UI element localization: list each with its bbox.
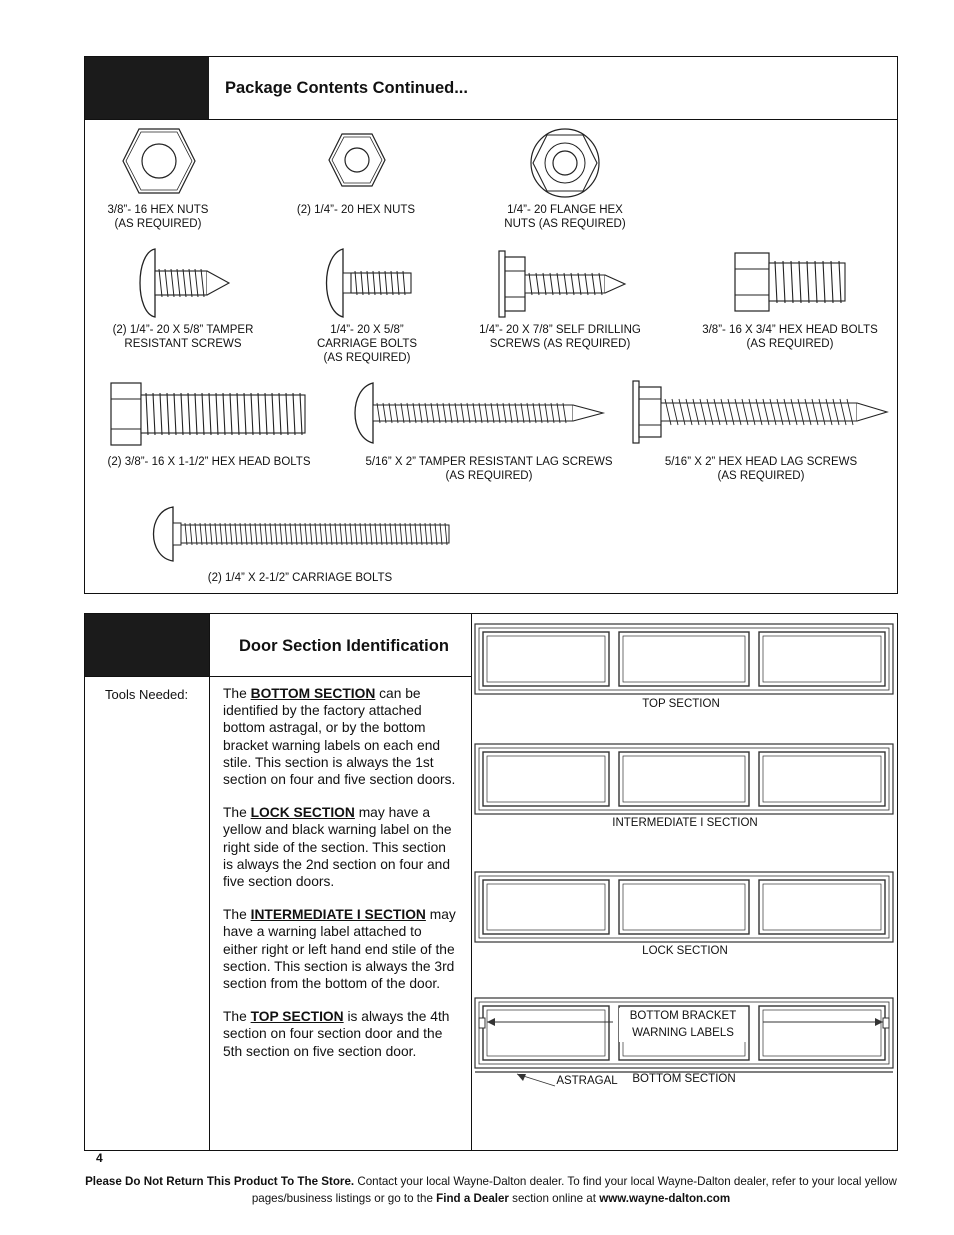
part-caption: (2) 3/8”- 16 X 1-1/2” HEX HEAD BOLTS: [107, 456, 311, 468]
paragraph-top-section: The TOP SECTION is always the 4th section on four section door and the 5th section on five section door.: [223, 1009, 450, 1059]
header-divider: [85, 676, 471, 677]
intermediate-section-label: INTERMEDIATE I SECTION: [612, 817, 758, 829]
part-caption: (2) 1/4”- 20 X 5/8” TAMPER RESISTANT SCREWS: [112, 324, 254, 350]
intermediate-section-panel: [475, 744, 893, 814]
door-section-title: Door Section Identification: [239, 637, 449, 655]
part-caption: 1/4”- 20 FLANGE HEX NUTS (AS REQUIRED): [504, 204, 626, 230]
door-section-panel: [84, 613, 898, 1151]
bottom-section-label: BOTTOM SECTION: [632, 1073, 736, 1085]
tamper-resistant-lag-screw-icon: [349, 381, 609, 445]
door-section-description: [223, 685, 459, 1076]
hex-nut-icon: [327, 132, 387, 188]
paragraph-intermediate-section: The INTERMEDIATE I SECTION may have a warning label attached to either right or left hand end stile of the section. This section is always the 3rd section from the bottom of the door.: [223, 907, 456, 992]
hex-nut-icon: [119, 127, 199, 195]
hex-head-bolt-icon: [733, 251, 849, 313]
package-contents-title: Package Contents Continued...: [225, 79, 468, 97]
part-caption: 3/8”- 16 X 3/4” HEX HEAD BOLTS (AS REQUIRED): [702, 324, 878, 350]
part-caption: 3/8”- 16 HEX NUTS (AS REQUIRED): [107, 204, 209, 230]
header-block: [85, 614, 209, 676]
warning-label-marker: [479, 1018, 485, 1028]
carriage-bolt-icon: [321, 245, 417, 321]
column-divider: [209, 614, 210, 1150]
self-drilling-screw-icon: [495, 245, 631, 321]
part-caption: 1/4”- 20 X 7/8” SELF DRILLING SCREWS (AS REQUIRED): [479, 324, 641, 350]
page-number: 4: [96, 1151, 103, 1165]
part-caption: 5/16” X 2” HEX HEAD LAG SCREWS (AS REQUIRED): [664, 456, 858, 482]
top-section-panel: [475, 624, 893, 694]
column-divider: [471, 614, 472, 1150]
header-block: [85, 57, 209, 119]
long-carriage-bolt-icon: [147, 505, 453, 563]
paragraph-lock-section: The LOCK SECTION may have a yellow and black warning label on the right side of the section. This section is always the 2nd section on four and five section doors.: [223, 805, 452, 890]
website-link[interactable]: www.wayne-dalton.com: [599, 1192, 731, 1205]
warning-label-marker: [883, 1018, 889, 1028]
lock-section-label: LOCK SECTION: [642, 945, 728, 957]
tamper-resistant-screw-icon: [133, 245, 233, 321]
part-caption: (2) 1/4”- 20 HEX NUTS: [296, 204, 416, 216]
lock-section-panel: [475, 872, 893, 942]
hex-head-bolt-long-icon: [109, 381, 309, 449]
flange-hex-nut-icon: [529, 127, 601, 199]
part-caption: 5/16” X 2” TAMPER RESISTANT LAG SCREWS (AS REQUIRED): [365, 456, 613, 482]
top-section-label: TOP SECTION: [642, 698, 720, 710]
header-divider: [85, 119, 897, 120]
tools-needed-label: Tools Needed:: [105, 687, 189, 702]
part-caption: (2) 1/4” X 2-1/2” CARRIAGE BOLTS: [207, 572, 393, 584]
door-sections-diagram: [473, 616, 897, 1148]
footer-notice: Please Do Not Return This Product To The Store. Contact your local Wayne-Dalton dealer. To find your local Wayne-Dalton dealer, refer to your local yellow pages/business listings or go to the Find a Dealer section online at www.wayne-dalton.com: [85, 1175, 897, 1205]
hex-head-lag-screw-icon: [631, 379, 893, 445]
paragraph-bottom-section: The BOTTOM SECTION can be identified by the factory attached bottom astragal, or by the bottom bracket warning labels on each end stile. This section is always the 1st section on four and five section doors.: [223, 686, 456, 788]
package-contents-panel: [84, 56, 898, 594]
astragal-label: ASTRAGAL: [556, 1075, 618, 1087]
warning-labels-label: BOTTOM BRACKET WARNING LABELS: [619, 1008, 747, 1042]
part-caption: 1/4”- 20 X 5/8” CARRIAGE BOLTS (AS REQUIRED): [316, 324, 418, 364]
